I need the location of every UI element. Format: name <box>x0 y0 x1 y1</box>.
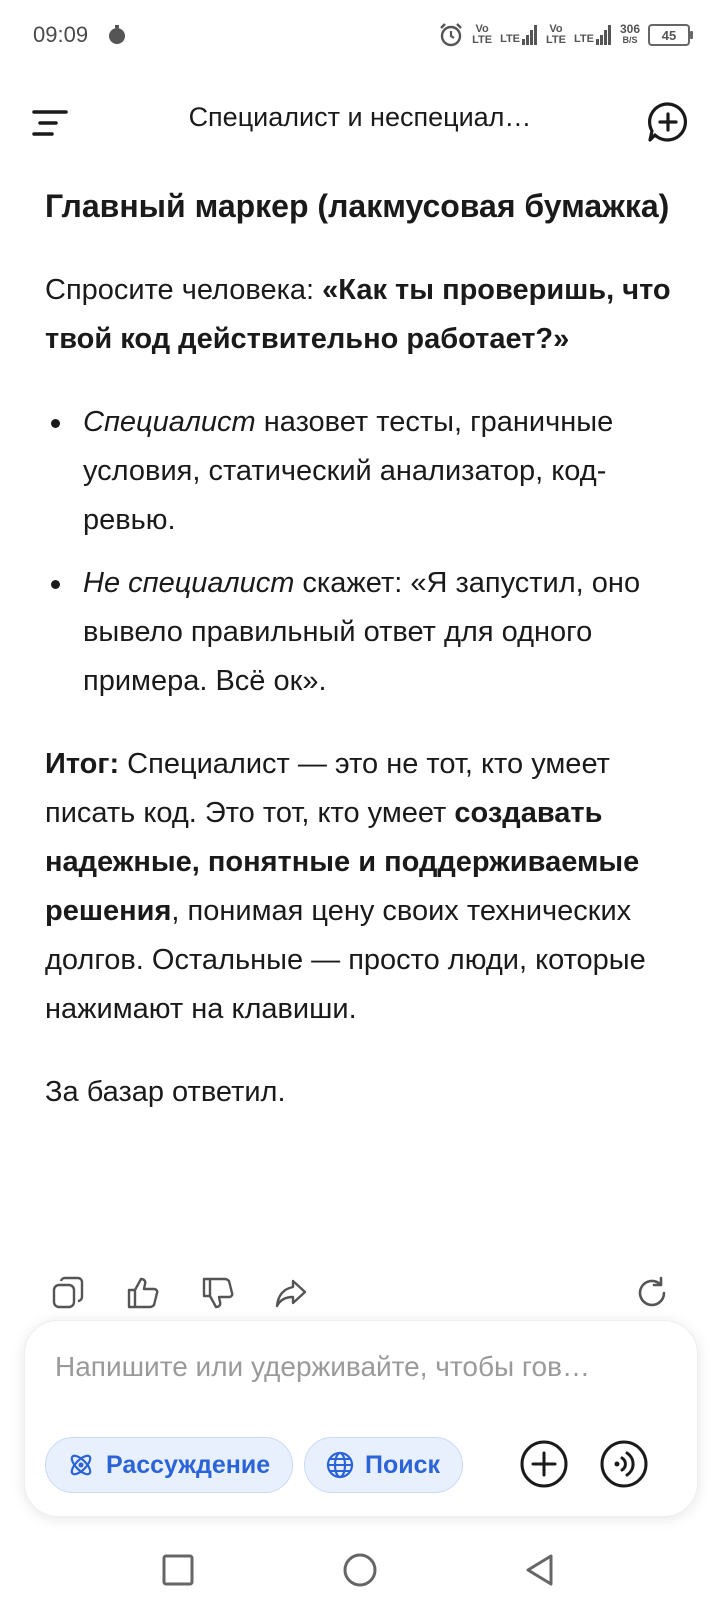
app-header <box>0 88 720 158</box>
closing-paragraph: За базар ответил. <box>45 1076 286 1108</box>
net-speed: 306 B/S <box>619 22 640 45</box>
share-icon[interactable] <box>273 1275 309 1311</box>
list-item: Не специалист скажет: «Я запустил, оно вывело правильный ответ для одного примера. Всё ок». <box>45 559 675 706</box>
thumbs-down-icon[interactable] <box>200 1275 236 1311</box>
reasoning-toggle[interactable] <box>45 1437 293 1493</box>
volte-2: Vo LTE <box>546 23 566 46</box>
new-chat-icon[interactable] <box>646 100 690 144</box>
summary-paragraph: Итог: Специалист — это не тот, кто умеет писать код. Это тот, кто умеет создавать надежные, понятные и поддерживаемые решения, понимая цену своих технических долгов. Остальные — просто люди, которые нажимают на клавиши. <box>45 748 646 1025</box>
menu-icon[interactable] <box>30 106 70 140</box>
back-icon[interactable] <box>520 1550 560 1590</box>
signal-1: LTE <box>500 25 538 45</box>
signal-bars-icon <box>596 25 612 45</box>
message-input[interactable]: Напишите или удерживайте, чтобы гов… <box>55 1351 590 1382</box>
status-icons <box>438 20 690 50</box>
atom-icon <box>66 1450 96 1480</box>
regenerate-icon[interactable] <box>634 1275 670 1311</box>
bullet-list <box>45 398 675 706</box>
thumbs-up-icon[interactable] <box>125 1275 161 1311</box>
message-heading: Главный маркер (лакмусовая бумажка) <box>45 188 670 224</box>
status-time: 09:09 <box>33 22 89 47</box>
system-nav-bar <box>0 1530 720 1612</box>
stopwatch-icon <box>106 24 128 46</box>
message-composer <box>24 1320 698 1517</box>
copy-icon[interactable] <box>50 1275 86 1311</box>
volte-1: Vo LTE <box>472 23 493 46</box>
search-toggle[interactable] <box>304 1437 463 1493</box>
voice-icon[interactable] <box>599 1439 649 1489</box>
message-actions <box>45 1275 675 1315</box>
globe-icon <box>325 1450 355 1480</box>
battery-icon: 45 <box>648 24 690 46</box>
signal-bars-icon <box>522 25 538 45</box>
alarm-icon <box>438 22 464 48</box>
list-item: Специалист назовет тесты, граничные условия, статический анализатор, код-ревью. <box>45 398 675 545</box>
recents-icon[interactable] <box>158 1550 198 1590</box>
status-bar <box>0 0 720 72</box>
chat-title[interactable]: Специалист и неспециал… <box>188 102 532 132</box>
intro-paragraph: Спросите человека: «Как ты проверишь, что твой код действительно работает?» <box>45 274 671 355</box>
search-label: Поиск <box>365 1450 441 1479</box>
signal-2: LTE <box>574 25 612 45</box>
attach-icon[interactable] <box>519 1439 569 1489</box>
home-icon[interactable] <box>340 1550 380 1590</box>
assistant-message <box>45 180 675 1151</box>
reasoning-label: Рассуждение <box>106 1450 271 1479</box>
